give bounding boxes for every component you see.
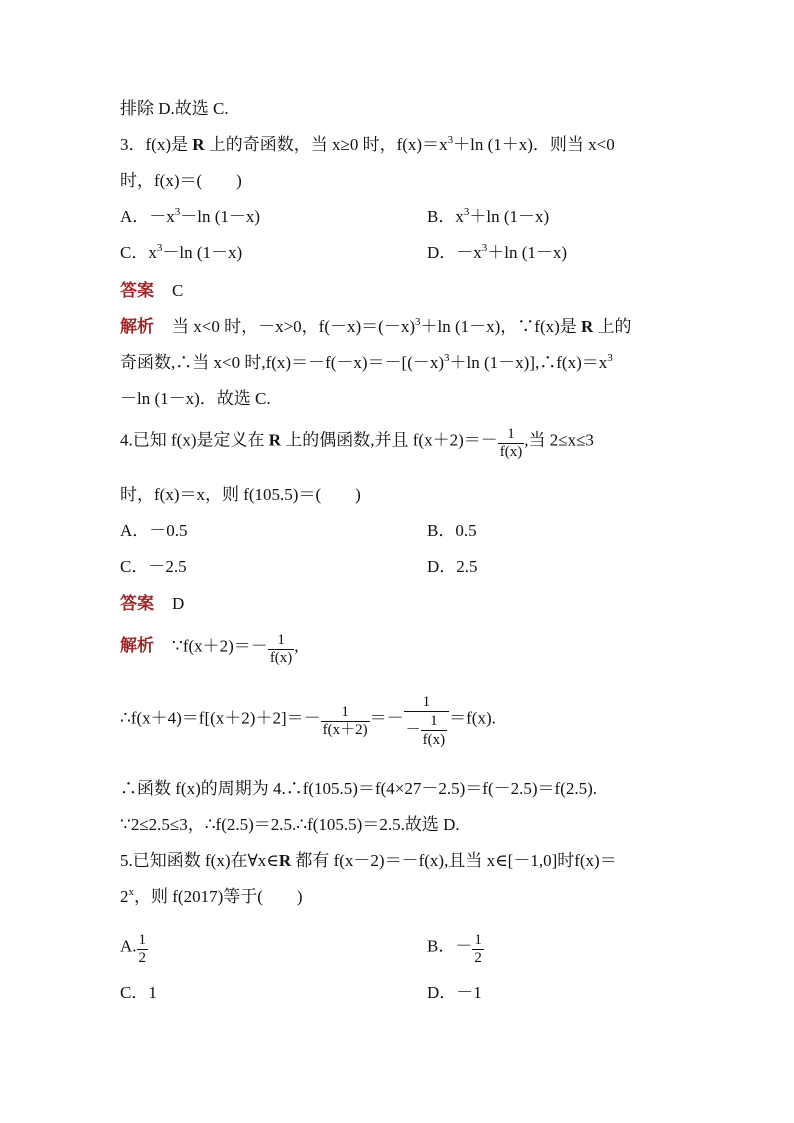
q4-option-b: B．0.5 [427, 521, 477, 540]
q4-analysis-line4: ∵2≤2.5≤3，∴f(2.5)＝2.5.∴f(105.5)＝2.5.故选 D. [120, 815, 460, 834]
q4-analysis-line2: ∴f(x＋4)＝f[(x＋2)＋2]＝－ $\frac{1}{f(x+2)}$ ＝－ 1 － $\frac{1}{f(x)}$ ＝f(x). [120, 694, 496, 748]
q4-answer: 答案 D [120, 594, 185, 613]
q5-option-a: A. $\frac{1}{2}$ [120, 932, 147, 966]
analysis-label: 解析 [120, 317, 154, 336]
answer-label: 答案 [120, 594, 154, 613]
fraction: $\frac{1}{f(x+2)}$ [322, 704, 368, 738]
q5-stem-line2: 2$^x$，则 f(2017)等于( ) [120, 886, 303, 906]
answer-label: 答案 [120, 281, 154, 300]
q3-analysis-line1: 解析 当 x<0 时，－x>0，$f(-x)=(-x)^3+\ln$ (1－x)，∵f(x)是 R 上的 [120, 316, 632, 336]
q4-option-a: A．－0.5 [120, 521, 188, 540]
q3-analysis-line2: 奇函数,∴当 x<0 时$,f(x)=-f(-x)=-[(-x)^3+\ln$ $(1-x)],\therefore f(x)=x^3$ [120, 352, 613, 372]
q3-stem-line2: 时，f(x)＝( ) [120, 171, 242, 190]
q3-analysis-line3: －ln (1－x)．故选 C. [120, 389, 271, 408]
q5-option-d: D．－1 [427, 983, 482, 1002]
inner-fraction: $\frac{1}{f(x)}$ [422, 713, 446, 748]
q5-stem-line1: 5.已知函数 f(x)在∀x∈R 都有 f(x－2)＝－f(x),且当 x∈[－1,0]时f(x)＝ [120, 851, 617, 870]
q5-option-c: C．1 [120, 983, 157, 1002]
q5-option-b: B．－ $\frac{1}{2}$ [427, 932, 482, 966]
q3-answer: 答案 C [120, 281, 184, 300]
q3-option-b: B．$x^3+\ln$ (1－x) [427, 206, 550, 226]
q4-stem-line2: 时，f(x)＝x，则 f(105.5)＝( ) [120, 485, 361, 504]
q4-analysis-line1: 解析 ∵f(x＋2)＝－ $\frac{1}{f(x)}$ , [120, 632, 299, 666]
q4-option-c: C．－2.5 [120, 557, 187, 576]
q3-option-d: D．$-x^3+\ln$ (1－x) [427, 242, 568, 262]
q3-option-c: C．$x^3-\ln$ (1－x) [120, 242, 243, 262]
analysis-label: 解析 [120, 636, 154, 656]
previous-answer-tail: 排除 D.故选 C. [120, 99, 229, 118]
fraction: $\frac{1}{2}$ [474, 932, 482, 966]
q4-stem-line1: 4.已知 f(x)是定义在 R 上的偶函数,并且 f(x＋2)＝－ $\frac{1}{f(x)}$ ,当 2≤x≤3 [120, 426, 594, 460]
nested-fraction: 1 － $\frac{1}{f(x)}$ [404, 694, 450, 749]
fraction: $\frac{1}{2}$ [138, 932, 147, 966]
fraction: $\frac{1}{f(x)}$ [269, 632, 293, 666]
q3-option-a: A．$-x^3-\ln$ (1－x) [120, 206, 261, 226]
q4-option-d: D．2.5 [427, 557, 478, 576]
fraction: $\frac{1}{f(x)}$ [499, 426, 523, 460]
q3-stem-line1: 3．f(x)是 R 上的奇函数，当 x≥0 时，$f(x)=x^3+\ln$ (1＋x)．则当 x<0 [120, 134, 615, 154]
q4-analysis-line3: ∴函数 f(x)的周期为 4.∴f(105.5)＝f(4×27－2.5)＝f(－2.5)＝f(2.5). [120, 779, 598, 798]
